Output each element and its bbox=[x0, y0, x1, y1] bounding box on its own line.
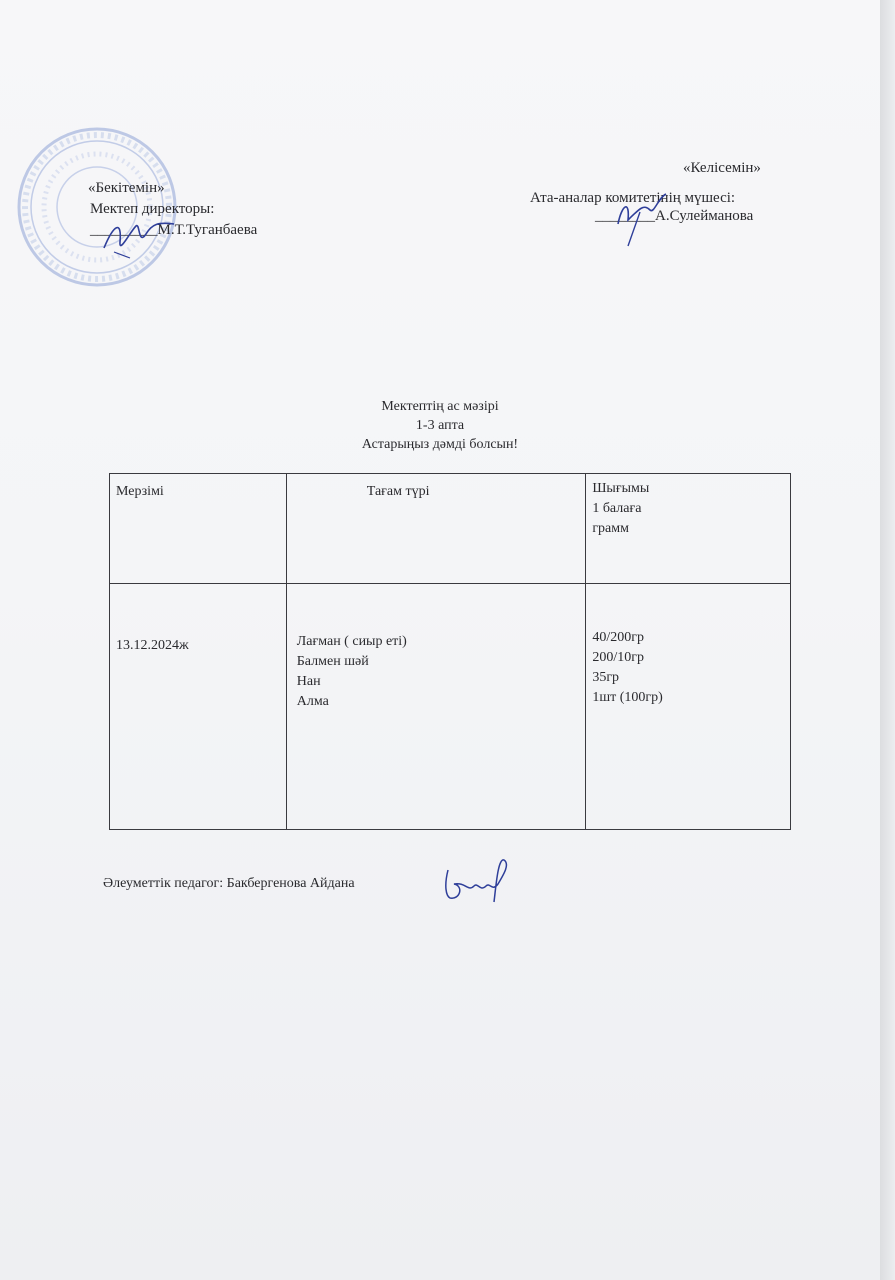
food-item: Лағман ( сиыр еті) bbox=[296, 634, 407, 649]
amount-cell bbox=[586, 584, 791, 830]
committee-signature-icon bbox=[610, 190, 670, 248]
approval-left-title: «Бекітемін» bbox=[88, 180, 165, 196]
amount-item: 35гр bbox=[592, 670, 620, 685]
menu-title: Мектептің ас мәзірі bbox=[381, 399, 499, 414]
approval-right-title: «Келісемін» bbox=[683, 160, 761, 176]
menu-week: 1-3 апта bbox=[415, 418, 465, 433]
food-item: Нан bbox=[296, 674, 321, 689]
amount-item: 1шт (100гр) bbox=[592, 690, 663, 705]
page-edge bbox=[880, 0, 895, 1280]
pedagogue-signature-icon bbox=[438, 856, 518, 908]
social-pedagogue-line: Әлеуметтік педагог: Бакбергенова Айдана bbox=[103, 876, 355, 891]
menu-wish: Астарыңыз дәмді болсын! bbox=[361, 437, 519, 452]
menu-table bbox=[109, 473, 791, 830]
header-yield-line3: грамм bbox=[592, 521, 629, 536]
header-food-cell bbox=[286, 474, 586, 584]
approval-left-position: Мектеп директоры: bbox=[90, 201, 215, 217]
approval-right-position: Ата-аналар комитетінің мүшесі: bbox=[530, 190, 736, 206]
date-cell bbox=[110, 584, 287, 830]
amount-item: 40/200гр bbox=[592, 630, 644, 645]
table-row bbox=[110, 584, 791, 830]
food-item: Балмен шәй bbox=[296, 654, 369, 669]
header-food: Тағам түрі bbox=[366, 484, 430, 499]
header-yield-cell bbox=[586, 474, 791, 584]
menu-heading bbox=[0, 397, 880, 454]
approval-left-name: _________М.Т.Туганбаева bbox=[90, 222, 258, 238]
header-yield-line2: 1 балаға bbox=[592, 501, 642, 516]
table-header-row bbox=[110, 474, 791, 584]
food-item: Алма bbox=[296, 694, 329, 709]
amount-item: 200/10гр bbox=[592, 650, 644, 665]
approval-right-name: ________А.Сулейманова bbox=[595, 208, 754, 224]
header-date-cell bbox=[110, 474, 287, 584]
food-cell bbox=[286, 584, 586, 830]
header-yield-line1: Шығымы bbox=[592, 481, 650, 496]
director-signature-icon bbox=[100, 212, 180, 260]
row-date: 13.12.2024ж bbox=[116, 638, 189, 653]
header-date: Мерзімі bbox=[116, 484, 164, 499]
